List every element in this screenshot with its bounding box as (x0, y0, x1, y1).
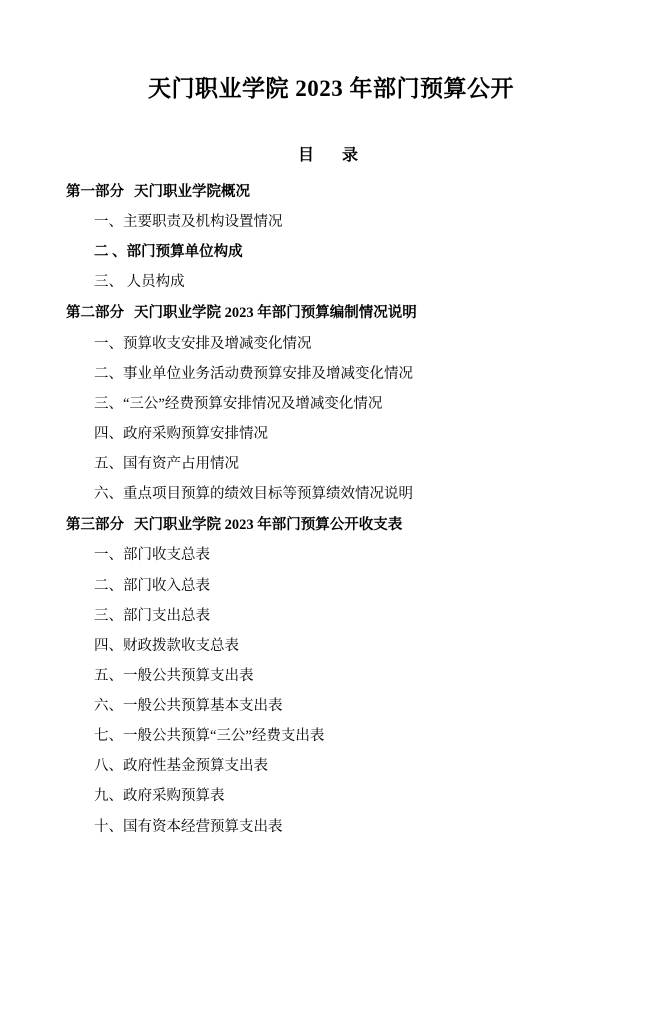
toc-part-heading[interactable] (66, 304, 596, 323)
toc-item[interactable]: 六、重点项目预算的绩效目标等预算绩效情况说明 (94, 486, 413, 503)
toc-item[interactable]: 三、“三公”经费预算安排情况及增减变化情况 (94, 395, 383, 412)
toc-item[interactable]: 一、预算收支安排及增减变化情况 (94, 335, 312, 352)
toc-part-label: 第三部分 (66, 517, 124, 534)
toc-part-heading[interactable] (66, 516, 596, 535)
toc-item[interactable]: 九、政府采购预算表 (94, 788, 225, 805)
toc-item[interactable]: 七、一般公共预算“三公”经费支出表 (94, 728, 325, 745)
toc-part-title: 天门职业学院 2023 年部门预算编制情况说明 (134, 305, 417, 322)
toc-item[interactable]: 一、部门收支总表 (94, 547, 210, 564)
toc-item[interactable]: 八、政府性基金预算支出表 (94, 758, 268, 775)
toc-item[interactable]: 五、一般公共预算支出表 (94, 667, 254, 684)
toc-part-title: 天门职业学院 2023 年部门预算公开收支表 (134, 517, 403, 534)
toc-item[interactable]: 十、国有资本经营预算支出表 (94, 818, 283, 835)
document-page (0, 74, 662, 1010)
page-title: 天门职业学院 2023 年部门预算公开 (148, 76, 514, 101)
toc-item[interactable]: 三、部门支出总表 (94, 607, 210, 624)
toc-item[interactable]: 二 、部门预算单位构成 (94, 244, 243, 261)
toc-part-title: 天门职业学院概况 (134, 183, 250, 200)
toc-part-heading[interactable] (66, 183, 596, 202)
toc-item[interactable]: 四、政府采购预算安排情况 (94, 425, 268, 442)
toc-item[interactable]: 一、主要职责及机构设置情况 (94, 214, 283, 231)
toc-item[interactable]: 五、国有资产占用情况 (94, 456, 239, 473)
table-of-contents (66, 183, 596, 837)
toc-item[interactable]: 二、事业单位业务活动费预算安排及增减变化情况 (94, 365, 413, 382)
toc-item[interactable]: 四、财政拨款收支总表 (94, 637, 239, 654)
toc-heading: 目 录 (297, 146, 364, 164)
toc-item[interactable]: 三、 人员构成 (94, 274, 185, 291)
toc-part-label: 第一部分 (66, 183, 124, 200)
toc-item[interactable]: 二、部门收入总表 (94, 577, 210, 594)
toc-item[interactable]: 六、一般公共预算基本支出表 (94, 698, 283, 715)
toc-part-label: 第二部分 (66, 305, 124, 322)
